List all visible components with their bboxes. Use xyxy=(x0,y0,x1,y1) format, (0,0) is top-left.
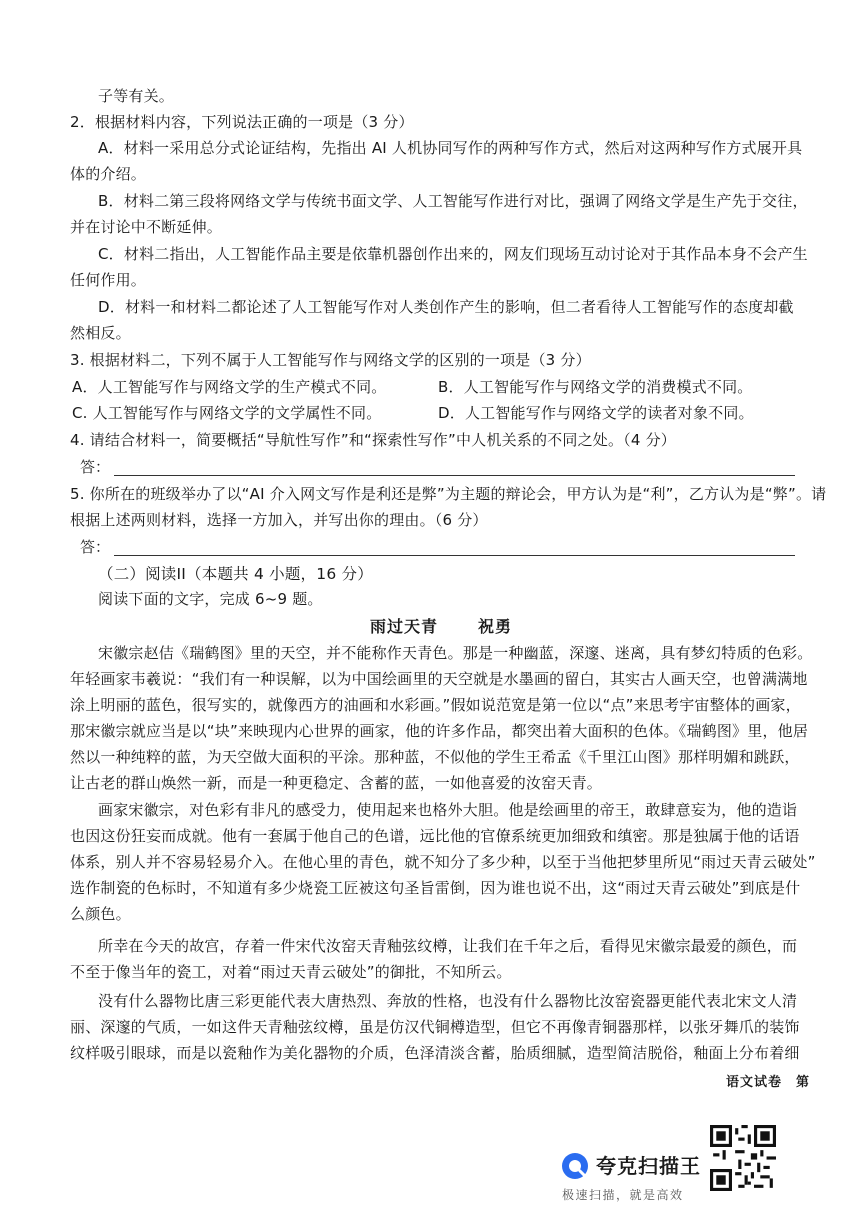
option-d: D．人工智能写作与网络文学的读者对象不同。 xyxy=(438,404,754,422)
answer-label: 答： xyxy=(80,538,111,556)
paragraph-line: 所幸在今天的故宫，存着一件宋代汝窑天青釉弦纹樽，让我们在千年之后，看得见宋徽宗最爱的颜色，而 xyxy=(98,937,798,955)
paragraph-line: 宋徽宗赵佶《瑞鹤图》里的天空，并不能称作天青色。那是一种幽蓝，深邃、迷离，具有梦幻特质的色彩。 xyxy=(98,644,813,662)
paragraph-line: 纹样吸引眼球，而是以瓷釉作为美化器物的介质，色泽清淡含蓄，胎质细腻，造型简洁脱俗，釉面上分布着细 xyxy=(70,1044,800,1062)
option-d: D．材料一和材料二都论述了人工智能写作对人类创作产生的影响，但二者看待人工智能写作的态度却截 xyxy=(98,298,794,316)
article-author: 祝勇 xyxy=(478,617,513,636)
scanner-slogan: 极速扫描，就是高效 xyxy=(562,1188,684,1202)
paragraph-line: 那宋徽宗就应当是以“块”来映现内心世界的画家，他的许多作品，都突出着大面积的色体。《瑞鹤图》里，他居 xyxy=(70,722,809,740)
paragraph-line: 体系，别人并不容易轻易介入。在他心里的青色，就不知分了多少种，以至于当他把梦里所见“雨过天青云破处” xyxy=(70,853,816,871)
answer-underline xyxy=(114,555,795,556)
answer-label: 答： xyxy=(80,458,111,476)
text-line: 子等有关。 xyxy=(98,87,175,105)
text-line: 体的介绍。 xyxy=(70,165,147,183)
answer-field[interactable] xyxy=(80,537,795,559)
paragraph-line: 没有什么器物比唐三彩更能代表大唐热烈、奔放的性格，也没有什么器物比汝窑瓷器更能代表北宋文人清 xyxy=(98,992,798,1010)
article-title: 雨过天青 xyxy=(370,617,439,636)
qr-code-icon[interactable] xyxy=(710,1125,776,1191)
option-b: B．人工智能写作与网络文学的消费模式不同。 xyxy=(438,378,753,396)
instruction: 阅读下面的文字，完成 6~9 题。 xyxy=(98,590,323,608)
scanner-logo-icon xyxy=(560,1151,590,1181)
text-line: 根据上述两则材料，选择一方加入，并写出你的理由。（6 分） xyxy=(70,511,488,529)
text-line: 任何作用。 xyxy=(70,271,147,289)
paragraph-line: 选作制瓷的色标时，不知道有多少烧瓷工匠被这句圣旨雷倒，因为谁也说不出，这“雨过天青云破处”到底是什 xyxy=(70,879,801,897)
page-footer: 语文试卷 第 xyxy=(725,1075,810,1090)
option-a: A．材料一采用总分式论证结构，先指出 AI 人机协同写作的两种写作方式，然后对这两种写作方式展开具 xyxy=(98,139,803,157)
paragraph-line: 不至于像当年的瓷工，对着“雨过天青云破处”的御批，不知所云。 xyxy=(70,963,512,981)
option-c: C．材料二指出，人工智能作品主要是依靠机器创作出来的，网友们现场互动讨论对于其作品本身不会产生 xyxy=(98,245,808,263)
question-2: 2．根据材料内容，下列说法正确的一项是（3 分） xyxy=(70,113,414,131)
answer-field[interactable] xyxy=(80,457,795,479)
text-line: 然相反。 xyxy=(70,324,131,342)
option-b: B．材料二第三段将网络文学与传统书面文学、人工智能写作进行对比，强调了网络文学是生产先于交往， xyxy=(98,192,808,210)
question-5: 5. 你所在的班级举办了以“AI 介入网文写作是利还是弊”为主题的辩论会，甲方认为是“利”，乙方认为是“弊”。请 xyxy=(70,485,827,503)
section-heading: （二）阅读II（本题共 4 小题，16 分） xyxy=(98,565,373,583)
question-3: 3. 根据材料二，下列不属于人工智能写作与网络文学的区别的一项是（3 分） xyxy=(70,351,591,369)
paragraph-line: 年轻画家韦羲说：“我们有一种误解，以为中国绘画里的天空就是水墨画的留白，其实古人画天空，也曾满满地 xyxy=(70,670,808,688)
option-a: A．人工智能写作与网络文学的生产模式不同。 xyxy=(72,378,387,396)
paragraph-line: 丽、深邃的气质，一如这件天青釉弦纹樽，虽是仿汉代铜樽造型，但它不再像青铜器那样，以张牙舞爪的装饰 xyxy=(70,1018,800,1036)
paragraph-line: 也因这份狂妄而成就。他有一套属于他自己的色谱，远比他的官僚系统更加细致和缜密。那是独属于他的话语 xyxy=(70,827,800,845)
question-4: 4. 请结合材料一，简要概括“导航性写作”和“探索性写作”中人机关系的不同之处。（4 分） xyxy=(70,431,676,449)
option-c: C. 人工智能写作与网络文学的文学属性不同。 xyxy=(72,404,382,422)
scanner-watermark xyxy=(560,1148,730,1208)
article-title-row xyxy=(0,614,868,638)
scanner-app-name: 夸克扫描王 xyxy=(596,1154,701,1178)
paragraph-line: 么颜色。 xyxy=(70,905,131,923)
text-line: 并在讨论中不断延伸。 xyxy=(70,218,223,236)
answer-underline xyxy=(114,475,795,476)
paragraph-line: 让古老的群山焕然一新，而是一种更稳定、含蓄的蓝，一如他喜爱的汝窑天青。 xyxy=(70,774,603,792)
paragraph-line: 涂上明丽的蓝色，很写实的，就像西方的油画和水彩画。”假如说范宽是第一位以“点”来思考宇宙整体的画家， xyxy=(70,696,801,714)
paragraph-line: 然以一种纯粹的蓝，为天空做大面积的平涂。那种蓝，不似他的学生王希孟《千里江山图》那样明媚和跳跃， xyxy=(70,748,800,766)
paragraph-line: 画家宋徽宗，对色彩有非凡的感受力，使用起来也格外大胆。他是绘画里的帝王，敢肆意妄为，他的造诣 xyxy=(98,801,798,819)
